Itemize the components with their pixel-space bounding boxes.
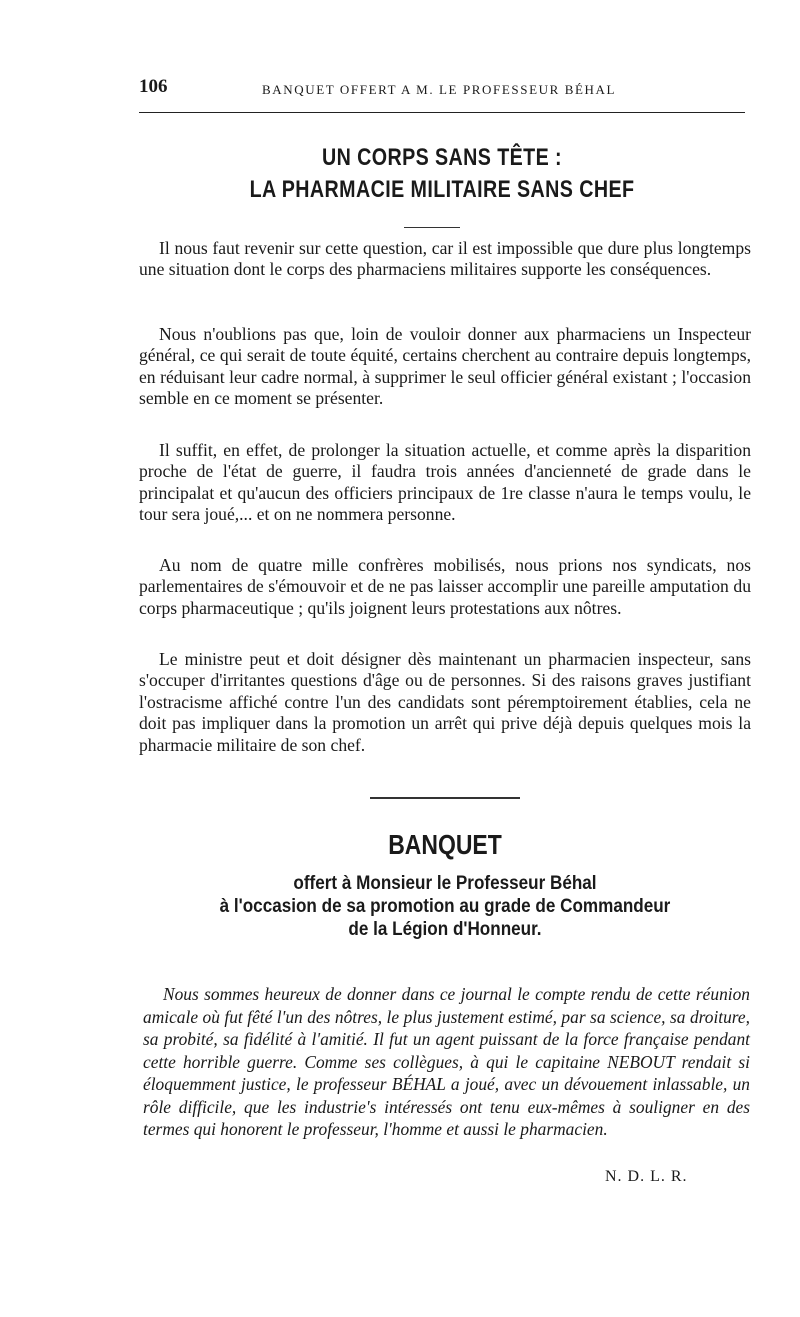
- editor-signature: N. D. L. R.: [605, 1168, 688, 1185]
- banquet-title: BANQUET: [388, 829, 502, 860]
- editor-note: Nous sommes heureux de donner dans ce journal le compte rendu de cette réunion amicale où fut fêté l'un des nôtres, le plus justement estimé, par sa science, sa droiture, sa probité, sa fidélité à l'amitié. Il fut un agent puissant de la force française pendant cette horrible guerre. Comme ses collègues, à qui le capitaine NEBOUT rendait si éloquemment justice, le professeur BÉHAL a joué, avec un dévouement inlassable, un rôle difficile, que les industrie's intéressés ont tenu eux-mêmes à souligner en des termes qui honorent le professeur, l'homme et aussi le pharmacien.: [143, 984, 750, 1139]
- page-number: 106: [139, 76, 168, 97]
- banquet-subtitle-line-3: de la Légion d'Honneur.: [348, 919, 542, 940]
- section-divider: [370, 797, 520, 799]
- article-paragraph: Le ministre peut et doit désigner dès maintenant un pharmacien inspecteur, sans s'occuper d'irritantes questions d'âge ou de personnes. Si des raisons graves justifiant l'ostracisme affiché contre l'un des candidats sont péremptoirement établies, cela ne doit pas impliquer dans la promotion un arrêt qui prive déjà depuis quelques mois la pharmacie militaire de son chef.: [139, 649, 751, 755]
- header-rule: [139, 112, 745, 113]
- banquet-subtitle-line-1: offert à Monsieur le Professeur Béhal: [293, 873, 597, 894]
- article-paragraph: Au nom de quatre mille confrères mobilisés, nous prions nos syndicats, nos parlementaires de s'émouvoir et de ne pas laisser accomplir une pareille amputation du corps pharmaceutique ; qu'ils joignent leurs protestations aux nôtres.: [139, 555, 751, 618]
- article-title-line-2: LA PHARMACIE MILITAIRE SANS CHEF: [249, 176, 635, 203]
- article-paragraph: Il nous faut revenir sur cette question, car il est impossible que dure plus longtemps une situation dont le corps des pharmaciens militaires supporte les conséquences.: [139, 238, 751, 280]
- article-title-line-1: UN CORPS SANS TÊTE :: [321, 144, 563, 171]
- running-head: BANQUET OFFERT A M. LE PROFESSEUR BÉHAL: [262, 82, 617, 97]
- banquet-subtitle-line-2: à l'occasion de sa promotion au grade de Commandeur: [219, 896, 671, 917]
- article-paragraph: Nous n'oublions pas que, loin de vouloir donner aux pharmaciens un Inspecteur général, ce qui serait de toute équité, certains cherchent au contraire depuis longtemps, en réduisant leur cadre normal, à supprimer le seul officier général existant ; l'occasion semble en ce moment se présenter.: [139, 324, 751, 409]
- article-paragraph: Il suffit, en effet, de prolonger la situation actuelle, et comme après la disparition proche de l'état de guerre, il faudra trois années d'ancienneté de grade dans le principalat et qu'aucun des officiers principaux de 1re classe n'aura le temps voulu, le tour sera joué,... et on ne nommera personne.: [139, 440, 751, 525]
- title-divider: [404, 227, 460, 228]
